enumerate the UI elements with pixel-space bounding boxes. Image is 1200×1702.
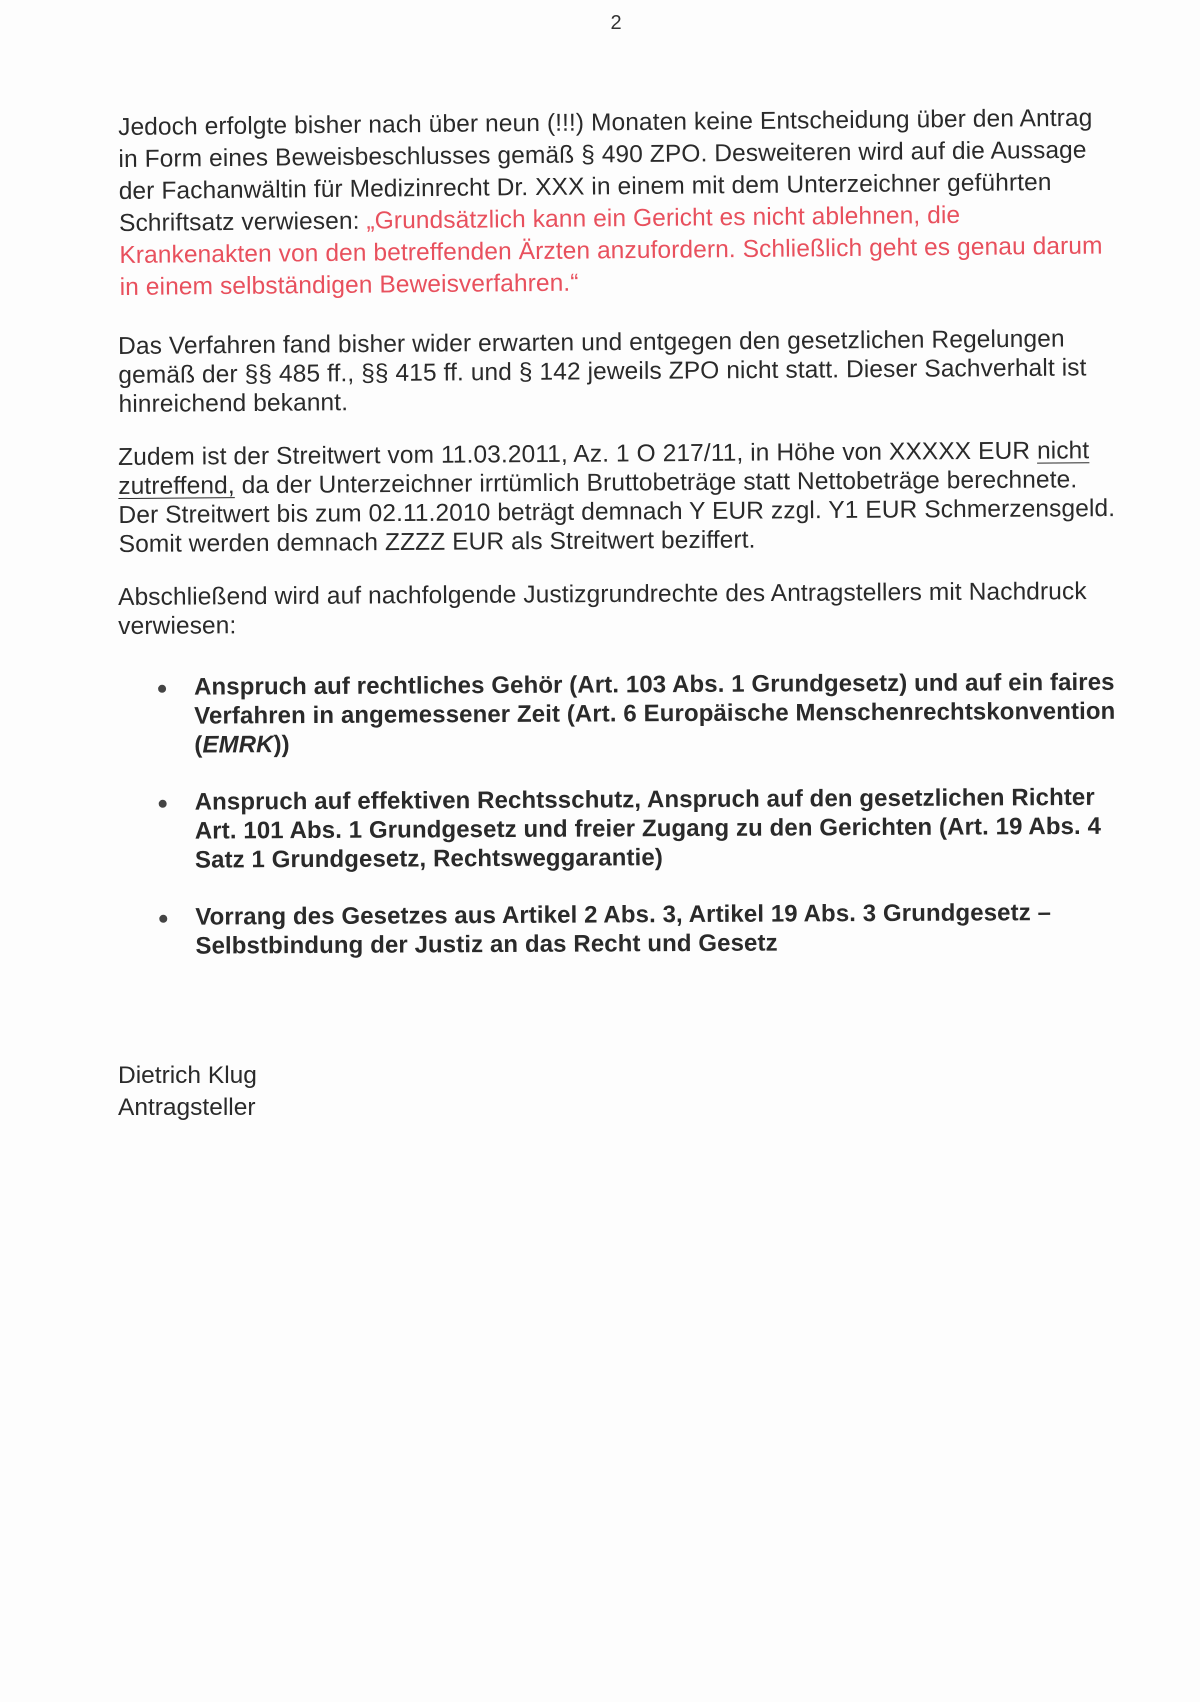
rights-item-fair-hearing — [118, 668, 1118, 760]
rights-item-fair-hearing-text: Anspruch auf rechtliches Gehör (Art. 103 Abs. 1 Grundgesetz) und auf ein faires Verfahren in angemessener Zeit (Art. 6 Europäische Menschenrechtskonvention ( — [194, 668, 1116, 759]
paragraph-decision-delay-text: Jedoch erfolgte bisher nach über neun (!!!) Monaten keine Entscheidung über den Antrag in Form eines Beweisbeschlusses gemäß § 490 ZPO. Desweiteren wird auf die Aussage der Fachanwältin für Medizinrecht Dr. XXX in einem mit dem Unterzeichner geführten Schriftsatz verwiesen: — [118, 104, 1093, 237]
rights-item-primacy-of-law-text: Vorrang des Gesetzes aus Artikel 2 Abs. 3, Artikel 19 Abs. 3 Grundgesetz – Selbstbindung der Justiz an das Recht und Gesetz — [195, 899, 1052, 960]
page-number: 2 — [610, 12, 622, 34]
signatory-name: Dietrich Klug — [118, 1062, 257, 1089]
signatory-role: Antragsteller — [118, 1094, 256, 1121]
underlined-not-applicable: nicht zutreffend, — [118, 437, 1090, 500]
bullet-icon — [159, 915, 167, 923]
dispute-value-text-after: da der Unterzeichner irrtümlich Bruttobeträge statt Nettobeträge berechnete. Der Streitwert bis zum 02.11.2010 beträgt demnach Y EUR zzgl. Y1 EUR Schmerzensgeld. Somit werden demnach ZZZZ EUR als Streitwert beziffert. — [118, 466, 1116, 558]
rights-item-legal-protection — [119, 783, 1119, 875]
quoted-statement: „Grundsätzlich kann ein Gericht es nicht ablehnen, die Krankenakten von den betreffenden Ärzten anzufordern. Schließlich geht es genau darum in einem selbständigen Beweisverfahren.“ — [119, 201, 1103, 301]
bullet-icon — [158, 685, 166, 693]
paragraph-procedure-status: Das Verfahren fand bisher wider erwarten und entgegen den gesetzlichen Regelungen gemäß der §§ 485 ff., §§ 415 ff. und § 142 jeweils ZPO nicht statt. Dieser Sachverhalt ist hinreichend bekannt. — [118, 325, 1087, 418]
paragraph-fundamental-rights-intro: Abschließend wird auf nachfolgende Justizgrundrechte des Antragstellers mit Nachdruck verwiesen: — [118, 578, 1087, 640]
signature-block — [118, 1060, 257, 1124]
dispute-value-text-before: Zudem ist der Streitwert vom 11.03.2011, Az. 1 O 217/11, in Höhe von XXXXX EUR — [118, 437, 1038, 471]
rights-item-legal-protection-text: Anspruch auf effektiven Rechtsschutz, Anspruch auf den gesetzlichen Richter Art. 101 Abs. 1 Grundgesetz und freier Zugang zu den Gerichten (Art. 19 Abs. 4 Satz 1 Grundgesetz, Rechtsweggarantie) — [194, 783, 1102, 874]
paragraph-decision-delay — [118, 102, 1120, 304]
emrk-abbreviation: EMRK — [202, 731, 274, 759]
rights-item-primacy-of-law — [119, 898, 1119, 961]
bullet-icon — [159, 800, 167, 808]
fundamental-rights-list — [118, 668, 1119, 961]
letter-body — [118, 104, 1118, 989]
rights-item-fair-hearing-closing: )) — [273, 731, 290, 759]
paragraph-dispute-value — [118, 436, 1119, 559]
